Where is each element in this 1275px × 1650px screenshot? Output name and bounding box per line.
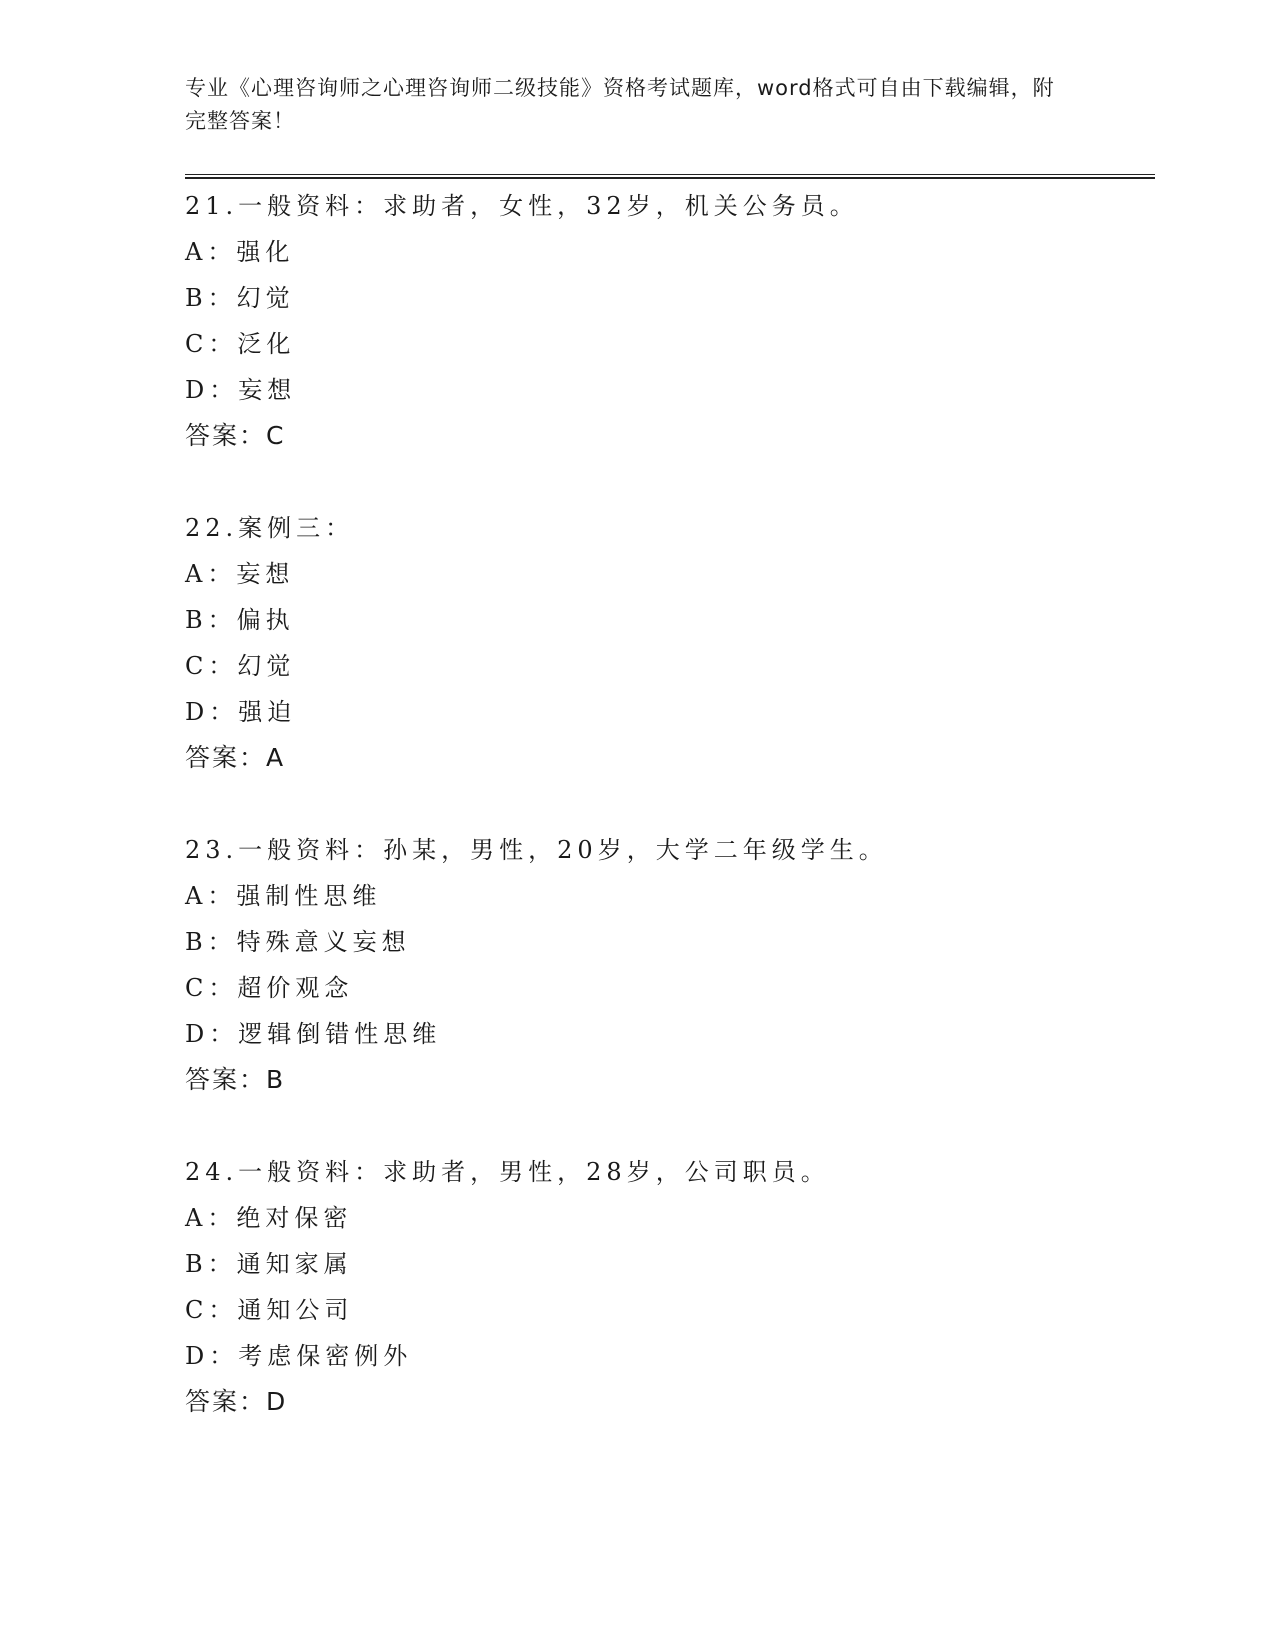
option-c: C：泛化: [185, 330, 296, 358]
question-list: [185, 183, 1155, 1425]
option-b: B：特殊意义妄想: [185, 928, 411, 956]
option-a: A：妄想: [185, 560, 295, 588]
answer-label: 答案：C: [185, 421, 286, 450]
option-d: D：妄想: [185, 376, 297, 404]
option-c: C：幻觉: [185, 652, 296, 680]
option-c: C：超价观念: [185, 974, 354, 1002]
option-c: C：通知公司: [185, 1296, 354, 1324]
option-b: B：偏执: [185, 606, 295, 634]
answer-label: 答案：A: [185, 743, 286, 772]
question-stem: 23.一般资料：孙某，男性，20岁，大学二年级学生。: [185, 836, 888, 864]
option-b: B：通知家属: [185, 1250, 353, 1278]
question-24: [185, 1149, 1155, 1425]
document-header: 专业《心理咨询师之心理咨询师二级技能》资格考试题库，word格式可自由下载编辑，附完整答案！: [185, 76, 1055, 133]
question-23: [185, 827, 1155, 1103]
option-a: A：强化: [185, 238, 295, 266]
option-d: D：考虑保密例外: [185, 1342, 413, 1370]
header-divider: [185, 174, 1155, 179]
option-b: B：幻觉: [185, 284, 295, 312]
question-22: [185, 505, 1155, 781]
question-stem: 24.一般资料：求助者，男性，28岁，公司职员。: [185, 1158, 830, 1186]
question-stem: 21.一般资料：求助者，女性，32岁，机关公务员。: [185, 192, 859, 220]
option-a: A：强制性思维: [185, 882, 382, 910]
question-21: [185, 183, 1155, 459]
option-a: A：绝对保密: [185, 1204, 353, 1232]
option-d: D：强迫: [185, 698, 297, 726]
answer-label: 答案：B: [185, 1065, 286, 1094]
option-d: D：逻辑倒错性思维: [185, 1020, 442, 1048]
question-stem: 22.案例三：: [185, 514, 355, 542]
document-page: [185, 72, 1155, 1471]
answer-label: 答案：D: [185, 1387, 288, 1416]
